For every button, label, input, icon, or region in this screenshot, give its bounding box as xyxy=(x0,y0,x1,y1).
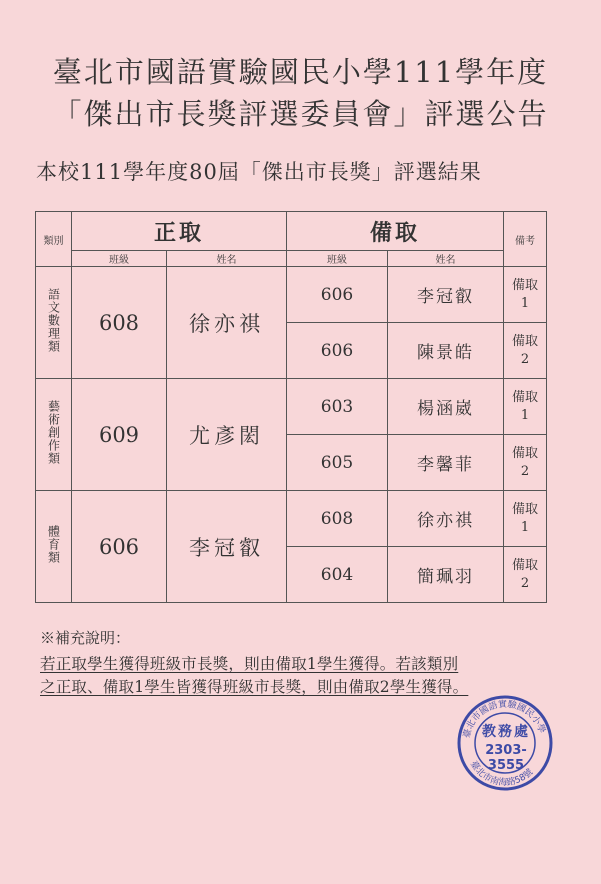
table-row xyxy=(36,267,547,323)
category-label: 藝術創作類 xyxy=(46,400,61,465)
remark-cell: 備取 1 xyxy=(504,267,547,323)
header-alternate-class: 班級 xyxy=(287,251,388,267)
alternate-name: 徐亦祺 xyxy=(388,491,504,547)
remark-cell: 備取 1 xyxy=(504,379,547,435)
header-alternate: 備取 xyxy=(287,212,504,251)
stamp-bottom-text: 臺北市南海路58號 xyxy=(467,759,536,789)
alternate-name: 楊涵崴 xyxy=(388,379,504,435)
header-category: 類別 xyxy=(36,212,72,267)
alternate-class: 606 xyxy=(287,323,388,379)
subtitle: 本校111學年度80屆「傑出市長獎」評選結果 xyxy=(36,160,482,184)
supplement-line-1: 若正取學生獲得班級市長獎，則由備取1學生獲得。若該類別 xyxy=(40,655,459,673)
remark-cell: 備取 2 xyxy=(504,323,547,379)
category-cell xyxy=(36,491,72,603)
admitted-class: 606 xyxy=(72,491,167,603)
category-label: 體育類 xyxy=(46,525,61,564)
alternate-name: 陳景皓 xyxy=(388,323,504,379)
admitted-class: 609 xyxy=(72,379,167,491)
header-remarks: 備考 xyxy=(504,212,547,267)
supplement-heading: ※補充說明： xyxy=(40,629,131,647)
alternate-class: 606 xyxy=(287,267,388,323)
alternate-class: 604 xyxy=(287,547,388,603)
alternate-name: 李冠叡 xyxy=(388,267,504,323)
alternate-class: 605 xyxy=(287,435,388,491)
alternate-name: 簡珮羽 xyxy=(388,547,504,603)
admitted-name: 李冠叡 xyxy=(167,491,287,603)
remark-cell: 備取 2 xyxy=(504,547,547,603)
header-alternate-name: 姓名 xyxy=(388,251,504,267)
header-admitted: 正取 xyxy=(72,212,287,251)
table-row xyxy=(36,491,547,547)
stamp-phone: 2303-3555 xyxy=(485,743,527,773)
stamp-office: 教務處 xyxy=(482,724,530,740)
alternate-class: 603 xyxy=(287,379,388,435)
admitted-class: 608 xyxy=(72,267,167,379)
header-admitted-class: 班級 xyxy=(72,251,167,267)
title-line-1: 臺北市國語實驗國民小學111學年度 xyxy=(52,55,549,89)
remark-cell: 備取 1 xyxy=(504,491,547,547)
supplement-line-2: 之正取、備取1學生皆獲得班級市長獎，則由備取2學生獲得。 xyxy=(40,678,469,696)
admitted-name: 尤彥閎 xyxy=(167,379,287,491)
office-stamp xyxy=(455,693,555,793)
alternate-class: 608 xyxy=(287,491,388,547)
stamp-ring-text: 臺北市國語實驗國民小學 xyxy=(462,699,547,740)
remark-cell: 備取 2 xyxy=(504,435,547,491)
header-admitted-name: 姓名 xyxy=(167,251,287,267)
category-label: 語文數理類 xyxy=(46,288,61,353)
results-table xyxy=(35,211,547,603)
table-row xyxy=(36,379,547,435)
admitted-name: 徐亦祺 xyxy=(167,267,287,379)
category-cell xyxy=(36,267,72,379)
category-cell xyxy=(36,379,72,491)
alternate-name: 李馨菲 xyxy=(388,435,504,491)
title-line-2: 「傑出市長獎評選委員會」評選公告 xyxy=(52,97,549,131)
